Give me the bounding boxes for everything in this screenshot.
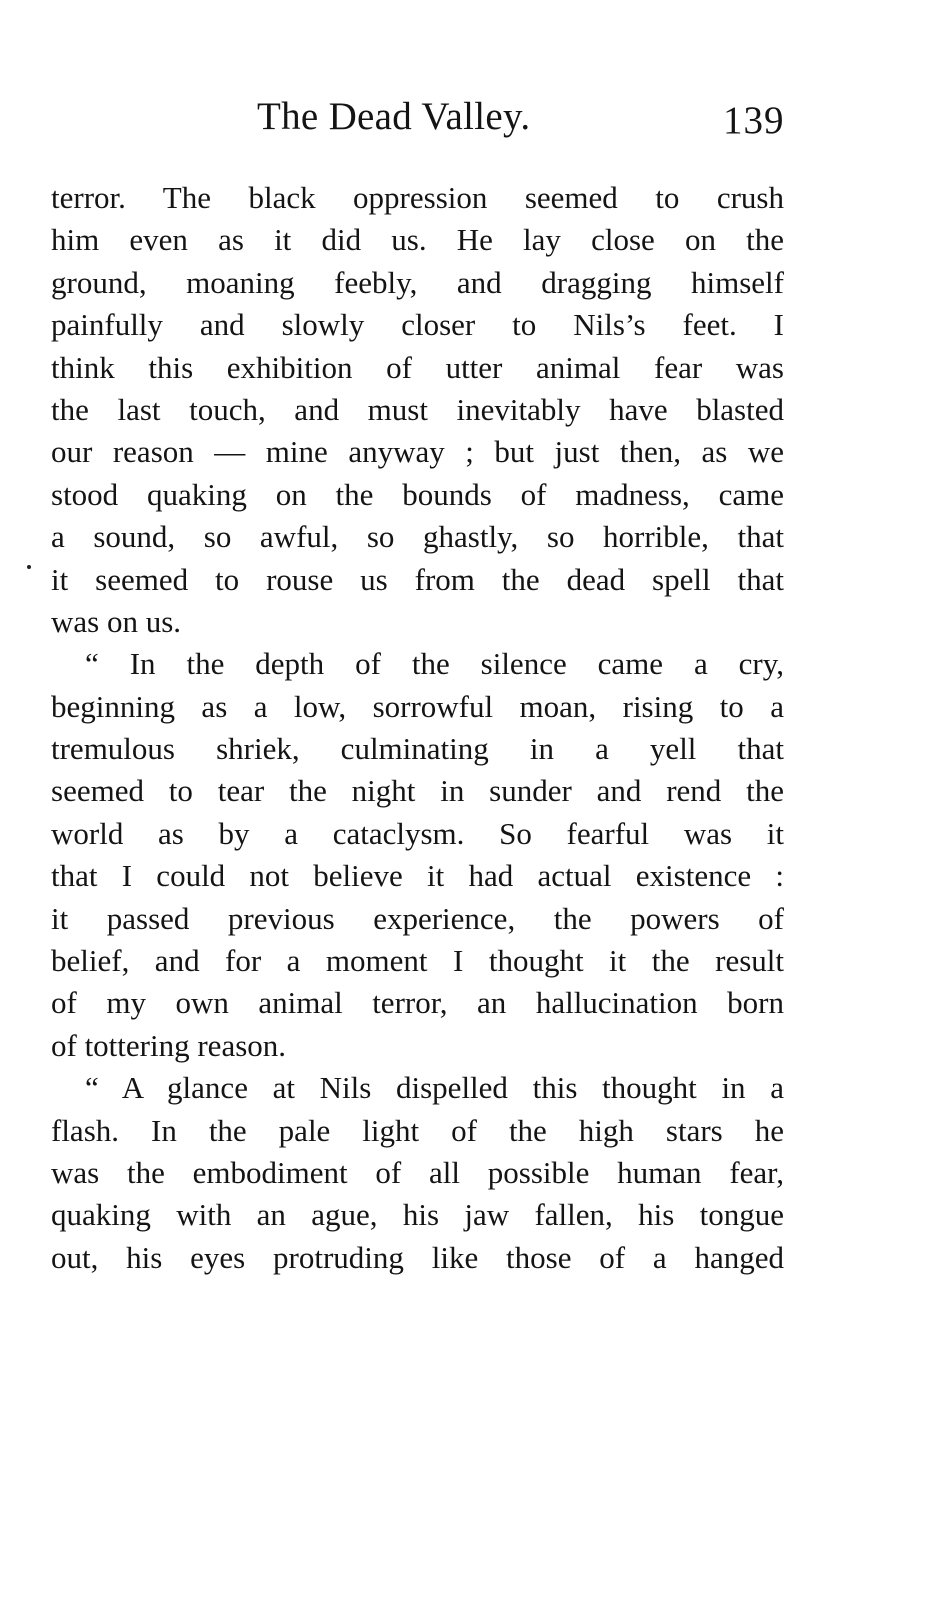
- paragraph-2: [51, 643, 784, 1067]
- text-line: belief, and for a moment I thought it the result: [51, 943, 784, 979]
- text-line: the last touch, and must inevitably have blasted: [51, 391, 784, 427]
- text-line: that I could not believe it had actual existence :: [51, 858, 784, 894]
- text-line: tremulous shriek, culminating in a yell that: [51, 731, 784, 767]
- text-line: out, his eyes protruding like those of a hanged: [51, 1239, 784, 1275]
- text-line: of tottering reason.: [51, 1027, 287, 1063]
- text-line: was on us.: [51, 603, 182, 639]
- text-line: ground, moaning feebly, and dragging himself: [51, 264, 784, 300]
- body-text: [51, 177, 784, 1279]
- text-line: “ In the depth of the silence came a cry,: [85, 646, 784, 682]
- text-line: it seemed to rouse us from the dead spell that: [51, 561, 784, 597]
- text-line: our reason — mine anyway ; but just then, as we: [51, 434, 784, 470]
- text-line: terror. The black oppression seemed to crush: [51, 180, 784, 215]
- text-line: beginning as a low, sorrowful moan, rising to a: [51, 688, 784, 724]
- text-line: of my own animal terror, an hallucination born: [51, 985, 784, 1021]
- text-line: him even as it did us. He lay close on the: [51, 222, 784, 258]
- text-line: was the embodiment of all possible human fear,: [51, 1154, 784, 1190]
- text-line: a sound, so awful, so ghastly, so horrible, that: [51, 519, 784, 555]
- running-header: [0, 92, 927, 152]
- text-line: think this exhibition of utter animal fear was: [51, 349, 784, 385]
- text-line: world as by a cataclysm. So fearful was it: [51, 815, 784, 851]
- paragraph-1: [51, 177, 784, 643]
- running-title: The Dead Valley.: [257, 95, 531, 138]
- text-line: stood quaking on the bounds of madness, came: [51, 476, 784, 512]
- margin-mark: [27, 565, 31, 569]
- text-line: seemed to tear the night in sunder and rend the: [51, 773, 784, 809]
- text-line: quaking with an ague, his jaw fallen, his tongue: [51, 1197, 784, 1233]
- text-line: flash. In the pale light of the high stars he: [51, 1112, 784, 1148]
- page-number: 139: [723, 99, 785, 142]
- text-line: it passed previous experience, the powers of: [51, 900, 784, 936]
- text-line: painfully and slowly closer to Nils’s feet. I: [51, 307, 784, 343]
- paragraph-3: [51, 1067, 784, 1279]
- text-line: “ A glance at Nils dispelled this thought in a: [85, 1070, 784, 1106]
